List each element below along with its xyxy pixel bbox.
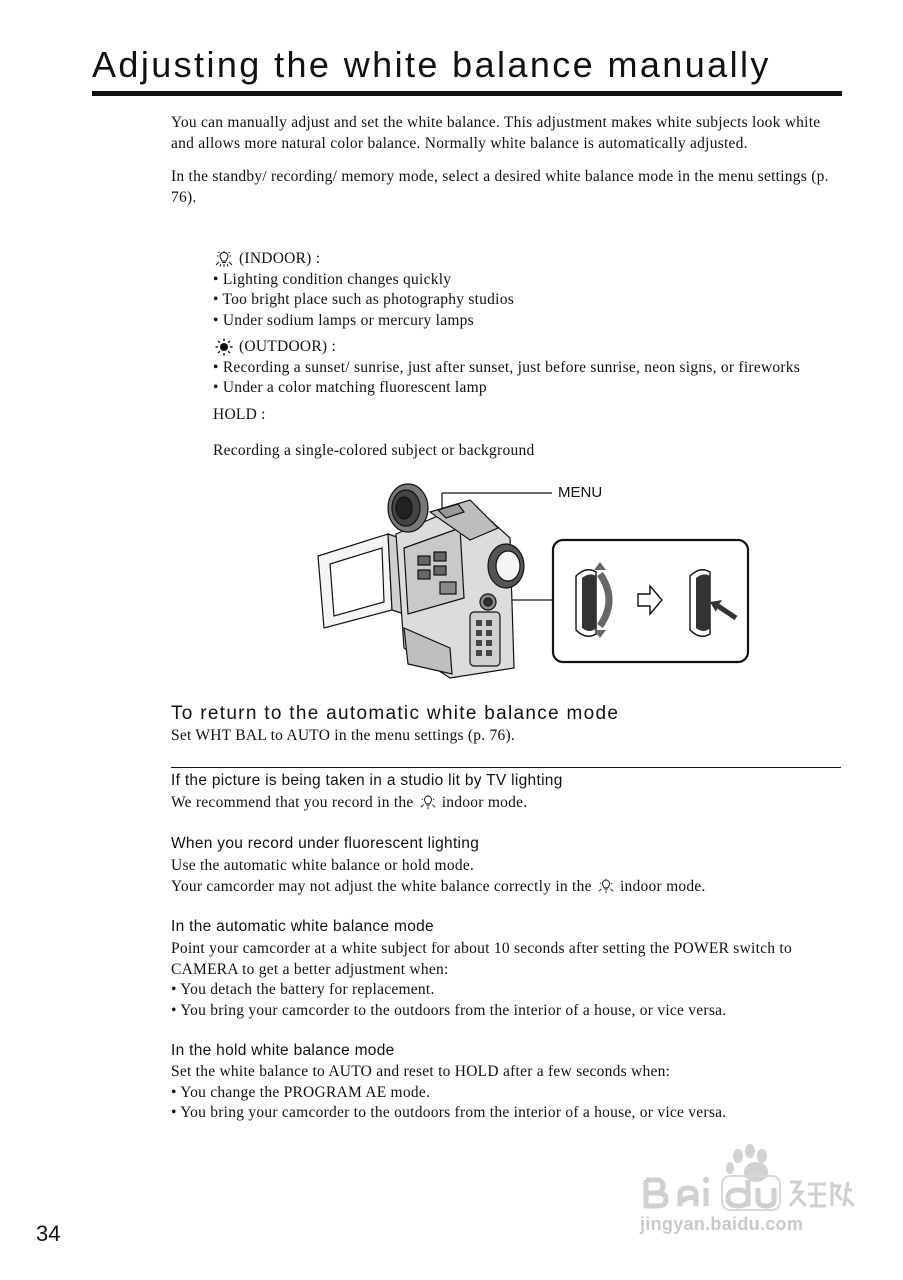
tv-lighting-heading: If the picture is being taken in a studio lit by TV lighting xyxy=(171,772,563,789)
bullet: • xyxy=(171,981,177,998)
auto-mode-item xyxy=(171,980,841,1001)
intro-section xyxy=(171,113,841,208)
fluorescent-line-2-before: Your camcorder may not adjust the white balance correctly in the xyxy=(171,877,592,895)
fluorescent-text xyxy=(171,856,841,897)
indoor-item-text: Lighting condition changes quickly xyxy=(222,270,452,288)
menu-label: MENU xyxy=(558,484,603,501)
intro-paragraph-1: You can manually adjust and set the white balance. This adjustment makes white subjects look white and allows more natural color balance. Normally white balance is automatically adjusted. xyxy=(171,114,821,152)
hold-mode-text xyxy=(171,1062,841,1124)
notes-rule xyxy=(171,767,841,768)
hold-mode-item-text: You bring your camcorder to the outdoors from the interior of a house, or vice versa. xyxy=(180,1104,727,1121)
bullet: • xyxy=(213,358,219,376)
indoor-item xyxy=(213,311,843,332)
hold-mode-item-text: You change the PROGRAM AE mode. xyxy=(180,1083,431,1101)
outdoor-mode-heading xyxy=(213,337,843,358)
title-rule xyxy=(92,91,842,96)
auto-mode-item-text: You bring your camcorder to the outdoors from the interior of a house, or vice versa. xyxy=(180,1001,727,1019)
indoor-item-text: Under sodium lamps or mercury lamps xyxy=(222,311,474,329)
return-text xyxy=(171,726,841,747)
fluorescent-line-1: Use the automatic white balance or hold mode. xyxy=(171,857,475,874)
outdoor-sun-icon xyxy=(213,338,235,356)
indoor-mode-heading xyxy=(213,249,843,270)
indoor-item-text: Too bright place such as photography studios xyxy=(222,291,514,308)
hold-mode-label: HOLD : xyxy=(213,405,266,423)
intro-paragraph-2: In the standby/ recording/ memory mode, select a desired white balance mode in the menu settings (p. 76). xyxy=(171,168,829,206)
bullet: • xyxy=(171,1083,177,1101)
outdoor-item xyxy=(213,358,843,379)
page-title: Adjusting the white balance manually xyxy=(92,44,771,85)
auto-mode-heading: In the automatic white balance mode xyxy=(171,918,434,935)
indoor-item xyxy=(213,290,843,311)
outdoor-item-text: Recording a sunset/ sunrise, just after sunset, just before sunrise, neon signs, or fireworks xyxy=(222,358,801,376)
page-number: 34 xyxy=(36,1221,61,1246)
bullet: • xyxy=(213,270,219,288)
hold-mode-item xyxy=(171,1083,841,1104)
hold-mode-heading: In the hold white balance mode xyxy=(171,1042,395,1059)
indoor-bulb-icon xyxy=(418,794,438,810)
indoor-mode-label: (INDOOR) : xyxy=(239,250,321,267)
auto-mode-item xyxy=(171,1001,841,1022)
white-balance-modes xyxy=(213,249,843,477)
bullet: • xyxy=(213,291,219,308)
fluorescent-line-2-after: indoor mode. xyxy=(619,877,706,895)
hold-mode-desc: Recording a single-colored subject or background xyxy=(213,441,535,459)
camcorder-diagram xyxy=(300,478,760,688)
auto-mode-paragraph: Point your camcorder at a white subject for about 10 seconds after setting the POWER switch to CAMERA to get a better adjustment when: xyxy=(171,940,792,978)
outdoor-mode-label: (OUTDOOR) : xyxy=(239,338,337,355)
outdoor-item xyxy=(213,378,843,399)
indoor-item xyxy=(213,270,843,291)
camcorder-illustration xyxy=(318,484,524,678)
fluorescent-heading: When you record under fluorescent lighting xyxy=(171,835,480,852)
bullet: • xyxy=(213,311,219,329)
bullet: • xyxy=(171,1001,177,1019)
watermark-url: jingyan.baidu.com xyxy=(640,1214,804,1234)
return-heading: To return to the automatic white balance mode xyxy=(171,703,620,724)
hold-mode-paragraph: Set the white balance to AUTO and reset to HOLD after a few seconds when: xyxy=(171,1063,671,1080)
tv-lighting-text xyxy=(171,793,841,814)
indoor-bulb-icon xyxy=(213,250,235,268)
bullet: • xyxy=(171,1104,177,1121)
tv-lighting-text-before: We recommend that you record in the xyxy=(171,794,414,811)
tv-lighting-text-after: indoor mode. xyxy=(441,794,528,811)
auto-mode-item-text: You detach the battery for replacement. xyxy=(180,981,435,998)
return-text-line: Set WHT BAL to AUTO in the menu settings (p. 76). xyxy=(171,727,516,744)
bullet: • xyxy=(213,379,219,396)
hold-mode-item xyxy=(171,1103,841,1124)
indoor-bulb-icon xyxy=(596,878,616,894)
auto-mode-text xyxy=(171,939,841,1021)
outdoor-item-text: Under a color matching fluorescent lamp xyxy=(222,379,487,396)
